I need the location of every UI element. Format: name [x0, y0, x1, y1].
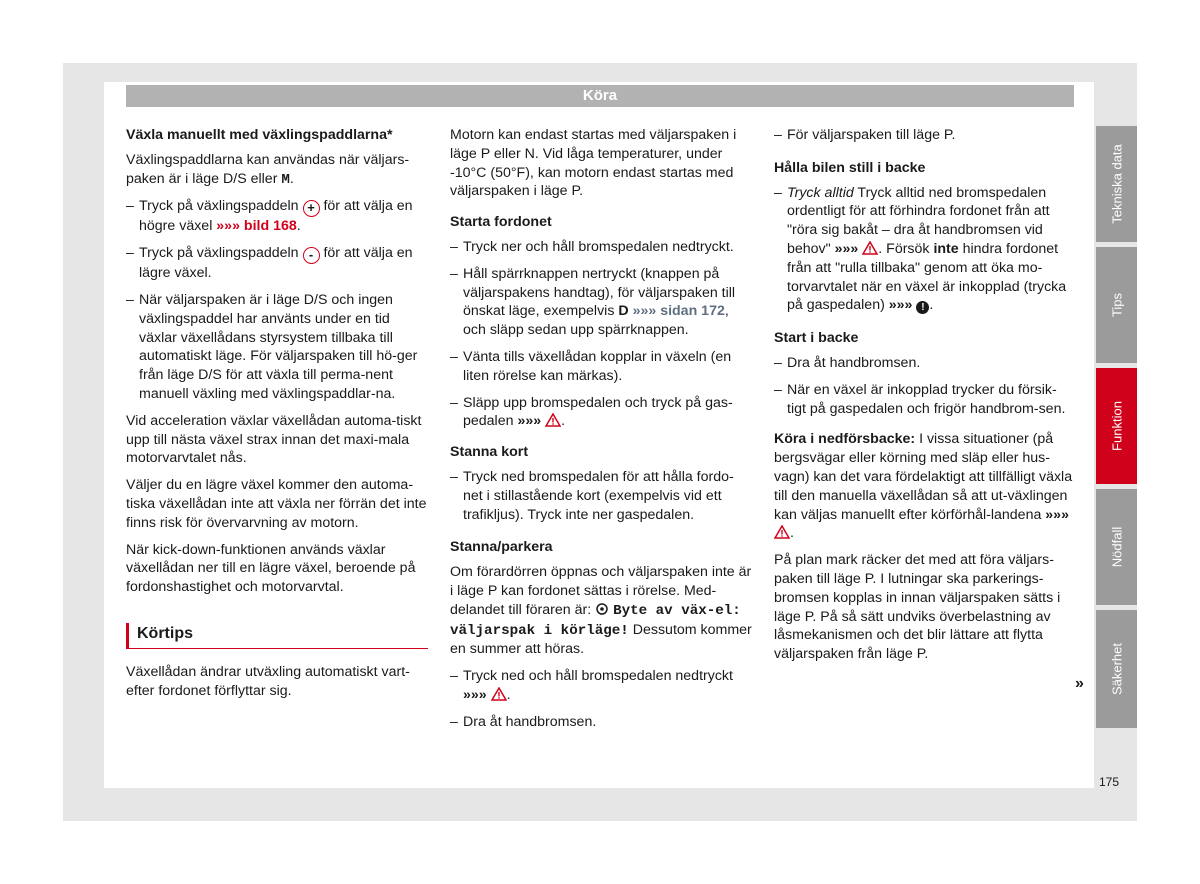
heading-park: Stanna/parkera	[450, 539, 553, 556]
warning-icon[interactable]	[774, 525, 790, 539]
paragraph: Köra i nedförsbacke: I vissa situationer (på bergsvägar eller körning med släp eller hus-vagn) kan det vara fördelaktigt att tillfälligt växla till den manuella växellådan så att ut-växlingen kan väljas manuellt efter körförhål-landena »»» .	[774, 431, 1073, 542]
list-item: – För väljarspaken till läge P.	[774, 126, 1074, 145]
gearbox-warning-icon	[595, 602, 609, 616]
paragraph: När kick-down-funktionen används växlar växellådan ner till en lägre växel, beroende på fordonshastighet och motorvarvtal.	[126, 541, 416, 596]
paragraph: Växlingspaddlarna kan användas när väljars-paken är i läge D/S eller M.	[126, 151, 410, 188]
column-3	[774, 126, 1074, 672]
list-item: – Tryck ned bromspedalen för att hålla fordo-net i stillastående kort (exempelvis vid ett trafikljus). Tryck inte ner gaspedalen.	[450, 468, 752, 524]
gear-m-label: M	[281, 171, 290, 188]
list-item: – Tryck alltid Tryck alltid ned bromspedalen ordentligt för att förhindra fordonet från att "röra sig bakåt – dra åt handbromsen vid behov" »»» . Försök inte hindra fordonet från att "rulla tillbaka" genom att öka mo-torvarvtalet när en växel är inkopplad (trycka på gaspedalen) »»» ! .	[774, 184, 1074, 316]
heading-stop: Stanna kort	[450, 444, 529, 461]
heading-manual-shift: Växla manuellt med växlingspaddlarna*	[126, 127, 393, 143]
column-1	[126, 126, 428, 708]
paragraph: Väljer du en lägre växel kommer den automa-tiska växellådan inte att växla ner förrän det inte finns risk för övervarvning av motorn.	[126, 477, 427, 531]
heading-hold: Hålla bilen still i backe	[774, 159, 926, 176]
heading-start-hill: Start i backe	[774, 330, 859, 347]
driver-message: Byte av väx-el: väljarspak i körläge!	[450, 602, 741, 639]
list-item: – Håll spärrknappen nertryckt (knappen på väljarspakens handtag), för väljarspaken till önskat läge, exempelvis D »»» sidan 172, och släpp sedan upp spärrknappen.	[450, 265, 752, 340]
tab-function[interactable]: Funktion	[1096, 368, 1137, 484]
gear-d-label: D	[618, 303, 629, 320]
paragraph: Om förardörren öppnas och väljarspaken inte är i läge P kan fordonet sättas i rörelse. Med-delandet till föraren är: Byte av väx-el: väljarspak i körläge! Dessutom kommer en summer att höras.	[450, 564, 752, 658]
warning-icon[interactable]	[491, 687, 507, 701]
paragraph: Vid acceleration växlar växellådan automa-tiskt upp till nästa växel strax innan det maxi-mala motorvarvtalet nås.	[126, 412, 422, 467]
list-item: – Tryck ner och håll bromspedalen nedtryckt.	[450, 238, 752, 257]
paragraph: På plan mark räcker det med att föra väljars-paken till läge P. I lutningar ska parkerings-bromsen kopplas in innan väljarspaken sätts i läge P. På så sätt undviks överbelastning av låsmekanismen och det blir lättare att flytta väljarspaken från läge P.	[774, 552, 1061, 663]
page-number: 175	[1099, 775, 1120, 789]
list-item: – Dra åt handbromsen.	[450, 713, 752, 732]
minus-paddle-icon: -	[303, 247, 320, 264]
list-item: – Dra åt handbromsen.	[774, 354, 1074, 373]
list-item: – Tryck på växlingspaddeln + för att välja en högre växel »»» bild 168.	[126, 197, 428, 236]
list-item: – När en växel är inkopplad trycker du försik-tigt på gaspedalen och frigör handbrom-sen.	[774, 381, 1074, 419]
tab-technical-data[interactable]: Tekniska data	[1096, 126, 1137, 242]
column-2	[450, 126, 752, 740]
continue-arrow-icon: »	[1075, 675, 1084, 692]
list-item: – När väljarspaken är i läge D/S och ingen växlingspaddel har använts under en tid växlar växellådans styrsystem tillbaka till automatiskt läge. För väljarspaken till hö-ger från läge D/S för att växla till perma-nent manuell växling med växlingspaddlar-na.	[126, 291, 428, 404]
list-item: – Vänta tills växellådan kopplar in växeln (en liten rörelse kan märkas).	[450, 348, 752, 386]
tab-safety[interactable]: Säkerhet	[1096, 610, 1137, 728]
tips-heading: Körtips	[126, 623, 428, 649]
figure-link[interactable]: »»» bild 168	[216, 218, 297, 235]
plus-paddle-icon: +	[303, 200, 320, 217]
warning-icon[interactable]	[545, 413, 561, 427]
paragraph: Motorn kan endast startas med väljarspaken i läge P eller N. Vid låga temperaturer, under -10°C (50°F), kan motorn endast startas med väljarspaken i läge P.	[450, 127, 737, 200]
warning-icon[interactable]	[862, 241, 878, 255]
tips-text: Växellådan ändrar utväxling automatiskt vart-efter fordonet förflyttar sig.	[126, 663, 410, 699]
list-item: – Tryck ned och håll bromspedalen nedtryckt »»» .	[450, 667, 752, 705]
list-item: – Släpp upp bromspedalen och tryck på gas-pedalen »»» .	[450, 394, 752, 432]
list-item: – Tryck på växlingspaddeln - för att välja en lägre växel.	[126, 244, 428, 283]
info-icon[interactable]: !	[916, 301, 929, 314]
heading-start: Starta fordonet	[450, 214, 552, 231]
section-header: Köra	[126, 85, 1074, 107]
tab-tips[interactable]: Tips	[1096, 247, 1137, 363]
page-link[interactable]: »»» sidan 172	[632, 303, 725, 320]
tab-emergency[interactable]: Nödfall	[1096, 489, 1137, 605]
